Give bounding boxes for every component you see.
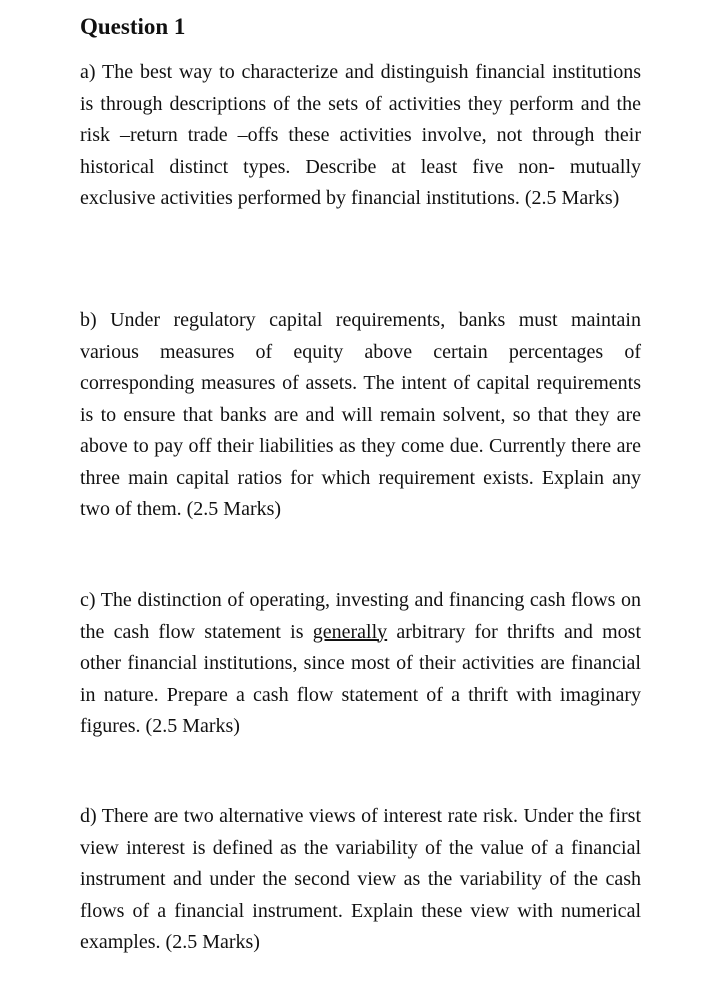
question-d: d) There are two alternative views of interest rate risk. Under the first view interest is defined as the variability of the value of a financial instrument and under the second view as the variability of the cash flows of a financial instrument. Explain these view with numerical examples. (2.5 Marks) bbox=[80, 805, 641, 953]
question-c bbox=[80, 585, 641, 743]
page-title: Question 1 bbox=[80, 14, 186, 39]
question-c-text-start: c) The distinction of operating, investing and financing cash flows on the cash flow statement is bbox=[80, 589, 641, 643]
underlined-word: generally bbox=[312, 620, 388, 643]
question-b: b) Under regulatory capital requirements, banks must maintain various measures of equity above certain percentages of corresponding measures of assets. The intent of capital requirements is to ensure that banks are and will remain solvent, so that they are above to pay off their liabilities as they come due. Currently there are three main capital ratios for which requirement exists. Explain any two of them. (2.5 Marks) bbox=[80, 309, 641, 520]
question-a: a) The best way to characterize and distinguish financial institutions is through descriptions of the sets of activities they perform and the risk –return trade –offs these activities involve, not through their historical distinct types. Describe at least five non- mutually exclusive activities performed by financial institutions. (2.5 Marks) bbox=[80, 61, 641, 209]
question-c-text-end: arbitrary for thrifts and most other financial institutions, since most of their activities are financial in nature. Prepare a cash flow statement of a thrift with imaginary figures. (2.5 Marks) bbox=[80, 620, 641, 737]
